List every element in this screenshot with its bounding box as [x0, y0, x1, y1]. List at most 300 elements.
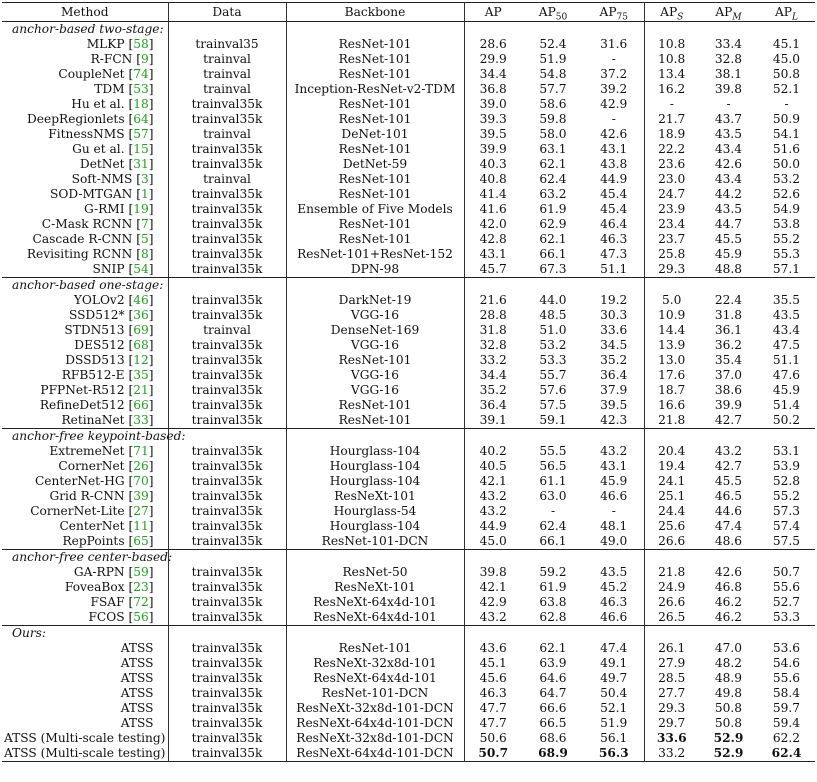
apm-cell: 38.6 — [714, 383, 743, 397]
table-row — [2, 701, 815, 716]
ap-cell: 41.4 — [464, 187, 522, 202]
data-cell: trainval — [168, 67, 286, 82]
citation-link[interactable]: 8 — [140, 247, 149, 261]
header-apl — [758, 3, 815, 22]
empty-cell — [168, 278, 286, 294]
apl-cell: 50.9 — [772, 112, 801, 126]
table-row — [2, 641, 815, 656]
empty-cell — [522, 278, 584, 294]
header-ap75-label: AP — [599, 4, 617, 19]
backbone-cell: ResNet-101 — [286, 37, 464, 52]
ap50-cell: 52.4 — [539, 37, 567, 51]
apm-cell: 44.2 — [714, 187, 743, 201]
ap75-cell: 36.4 — [600, 368, 628, 382]
ap75-cell: 49.0 — [600, 534, 628, 548]
citation-link[interactable]: 57 — [133, 127, 149, 141]
method-name: R-FCN — [90, 52, 133, 66]
aps-cell: 24.9 — [644, 580, 699, 595]
apl-cell: - — [784, 97, 789, 111]
table-row — [2, 489, 815, 504]
citation-link[interactable]: 68 — [133, 338, 149, 352]
ap50-cell: 63.0 — [539, 489, 567, 503]
apl-cell: 52.1 — [772, 82, 801, 96]
ap-cell: 42.9 — [464, 595, 522, 610]
data-cell: trainval35k — [168, 701, 286, 716]
backbone-cell: VGG-16 — [286, 308, 464, 323]
empty-cell — [584, 278, 644, 294]
method-name: GA-RPN — [73, 565, 125, 579]
method-cell: YOLOv2 [46] — [73, 293, 154, 307]
citation-link[interactable]: 65 — [133, 534, 149, 548]
apl-cell: 55.6 — [772, 580, 801, 594]
citation-link[interactable]: 58 — [133, 37, 149, 51]
ap50-cell: 53.3 — [539, 353, 567, 367]
ap-cell: 45.0 — [464, 534, 522, 550]
method-cell: DES512 [68] — [74, 338, 154, 352]
apm-cell: 43.5 — [714, 127, 743, 141]
empty-cell — [286, 429, 464, 445]
method-cell: SNIP [54] — [92, 262, 154, 276]
citation-link[interactable]: 33 — [133, 413, 149, 427]
backbone-cell: ResNet-101 — [286, 112, 464, 127]
apm-cell: 48.2 — [714, 656, 743, 670]
apl-cell: 50.2 — [772, 413, 801, 427]
header-aps-sub: S — [677, 11, 684, 22]
backbone-cell: ResNet-101 — [286, 142, 464, 157]
table-row — [2, 172, 815, 187]
citation-link[interactable]: 9 — [140, 52, 149, 66]
ap75-cell: 56.3 — [584, 746, 644, 762]
ap-cell: 42.1 — [464, 474, 522, 489]
method-cell: FSAF [72] — [90, 595, 154, 609]
method-cell: TDM [53] — [94, 82, 154, 96]
apl-cell: 54.9 — [772, 202, 801, 216]
citation-link[interactable]: 7 — [140, 217, 149, 231]
data-cell: trainval35k — [168, 413, 286, 429]
apm-cell: 46.2 — [714, 595, 743, 609]
ap50-cell: 68.9 — [522, 746, 584, 762]
apl-cell: 45.0 — [772, 52, 801, 66]
ap75-cell: 45.4 — [600, 187, 628, 201]
apl-cell: 53.1 — [772, 444, 801, 458]
backbone-cell: ResNet-101 — [286, 67, 464, 82]
apm-cell: 42.7 — [714, 459, 743, 473]
ap75-cell: 35.2 — [600, 353, 628, 367]
citation-link[interactable]: 12 — [133, 353, 149, 367]
ap75-cell: 51.9 — [600, 716, 628, 730]
method-name: CenterNet-HG — [34, 474, 125, 488]
ap75-cell: 37.2 — [600, 67, 628, 81]
ap75-cell: 42.3 — [600, 413, 628, 427]
citation-link[interactable]: 59 — [133, 565, 149, 579]
aps-cell: 22.2 — [644, 142, 699, 157]
apm-cell: 46.8 — [714, 580, 743, 594]
method-cell: RetinaNet [33] — [61, 413, 154, 427]
header-apm-sub: M — [732, 11, 742, 22]
ap50-cell: 66.6 — [539, 701, 567, 715]
empty-cell — [699, 22, 758, 38]
backbone-cell: DetNet-59 — [286, 157, 464, 172]
method-cell: GA-RPN [59] — [73, 565, 154, 579]
apl-cell: 53.9 — [772, 459, 801, 473]
backbone-cell: ResNet-101 — [286, 398, 464, 413]
table-row — [2, 686, 815, 701]
data-cell: trainval35k — [168, 474, 286, 489]
header-apm — [699, 3, 758, 22]
aps-cell: 23.4 — [644, 217, 699, 232]
citation-link[interactable]: 18 — [133, 97, 149, 111]
citation-link[interactable]: 31 — [133, 157, 149, 171]
data-cell: trainval35k — [168, 97, 286, 112]
table-row — [2, 731, 815, 746]
ap50-cell: 66.1 — [539, 247, 567, 261]
citation-link[interactable]: 66 — [133, 398, 149, 412]
backbone-cell: ResNet-101 — [286, 353, 464, 368]
ap50-cell: 63.2 — [539, 187, 567, 201]
backbone-cell: ResNet-101+ResNet-152 — [286, 247, 464, 262]
ap75-cell: 46.6 — [600, 489, 628, 503]
empty-cell — [758, 550, 815, 566]
citation-link[interactable]: 53 — [133, 82, 149, 96]
data-cell: trainval35k — [168, 459, 286, 474]
method-cell: MLKP [58] — [86, 37, 154, 51]
data-cell: trainval35k — [168, 217, 286, 232]
backbone-cell: Hourglass-104 — [286, 474, 464, 489]
citation-link[interactable]: 11 — [133, 519, 149, 533]
ap50-cell: 48.5 — [539, 308, 567, 322]
apm-cell: 43.4 — [714, 172, 743, 186]
backbone-cell: ResNet-101 — [286, 641, 464, 656]
citation-link[interactable]: 70 — [133, 474, 149, 488]
apl-cell: 51.6 — [772, 142, 801, 156]
ap75-cell: 50.4 — [600, 686, 628, 700]
method-cell: RefineDet512 [66] — [39, 398, 154, 412]
empty-cell — [168, 626, 286, 642]
apm-cell: 46.2 — [714, 610, 743, 624]
backbone-cell: ResNet-101 — [286, 97, 464, 112]
table-row — [2, 746, 815, 762]
ap-cell: 45.1 — [464, 656, 522, 671]
table-row — [2, 323, 815, 338]
citation-link[interactable]: 1 — [140, 187, 149, 201]
ap50-cell: 59.2 — [539, 565, 567, 579]
ap-cell: 28.8 — [464, 308, 522, 323]
method-name: DeepRegionlets — [27, 112, 125, 126]
apm-cell: 39.9 — [714, 398, 743, 412]
apl-cell: 53.6 — [772, 641, 801, 655]
citation-link[interactable]: 23 — [133, 580, 149, 594]
ap-cell: 50.6 — [464, 731, 522, 746]
ap-cell: 28.6 — [464, 37, 522, 52]
backbone-cell: Hourglass-104 — [286, 459, 464, 474]
ap50-cell: 53.2 — [539, 338, 567, 352]
ap75-cell: 51.1 — [600, 262, 628, 276]
data-cell: trainval35k — [168, 142, 286, 157]
table-row — [2, 595, 815, 610]
data-cell: trainval35k — [168, 398, 286, 413]
apm-cell: 31.8 — [714, 308, 743, 322]
ap-cell: 42.1 — [464, 580, 522, 595]
method-name: SNIP — [92, 262, 125, 276]
apl-cell: 59.7 — [772, 701, 801, 715]
ap50-cell: 64.7 — [539, 686, 567, 700]
method-cell — [2, 641, 168, 656]
method-name: FitnessNMS — [48, 127, 125, 141]
table-row — [2, 368, 815, 383]
apl-cell: 45.9 — [772, 383, 801, 397]
ap50-cell: - — [550, 504, 556, 518]
method-name: ATSS — [120, 701, 154, 715]
table-row — [2, 262, 815, 278]
citation-link[interactable]: 26 — [133, 459, 149, 473]
aps-cell: 13.4 — [644, 67, 699, 82]
data-cell: trainval35k — [168, 534, 286, 550]
aps-cell: 26.1 — [644, 641, 699, 656]
empty-cell — [584, 429, 644, 445]
aps-cell: 18.7 — [644, 383, 699, 398]
backbone-cell: DeNet-101 — [286, 127, 464, 142]
citation-link[interactable]: 69 — [133, 323, 149, 337]
citation-link[interactable]: 35 — [133, 368, 149, 382]
ap50-cell: 63.8 — [539, 595, 567, 609]
apm-cell: 48.6 — [714, 534, 743, 548]
ap-cell: 39.9 — [464, 142, 522, 157]
backbone-cell: ResNeXt-64x4d-101-DCN — [286, 746, 464, 762]
method-cell: C-Mask RCNN [7] — [41, 217, 154, 231]
method-name: RFB512-E — [61, 368, 125, 382]
ap75-cell: 19.2 — [600, 293, 628, 307]
empty-cell — [644, 429, 699, 445]
method-cell: DSSD513 [12] — [65, 353, 154, 367]
method-cell — [2, 746, 168, 762]
apm-cell: 36.2 — [714, 338, 743, 352]
method-name: STDN513 — [64, 323, 125, 337]
apm-cell: 32.8 — [714, 52, 743, 66]
table-row — [2, 519, 815, 534]
apl-cell: 57.3 — [772, 504, 801, 518]
backbone-cell: ResNet-101 — [286, 413, 464, 429]
aps-cell: 14.4 — [644, 323, 699, 338]
apm-cell: 33.4 — [714, 37, 743, 51]
citation-link[interactable]: 72 — [133, 595, 149, 609]
header-row — [2, 3, 815, 22]
table-row — [2, 383, 815, 398]
citation-link[interactable]: 15 — [133, 142, 149, 156]
ap-cell: 41.6 — [464, 202, 522, 217]
ap50-cell: 59.8 — [539, 112, 567, 126]
data-cell: trainval35k — [168, 157, 286, 172]
apm-cell: 45.5 — [714, 232, 743, 246]
method-name: C-Mask RCNN — [41, 217, 133, 231]
ap-cell: 43.1 — [464, 247, 522, 262]
ap75-cell: 46.3 — [600, 595, 628, 609]
citation-link[interactable]: 74 — [133, 67, 149, 81]
method-cell: CornerNet-Lite [27] — [30, 504, 154, 518]
aps-cell: - — [644, 97, 699, 112]
apl-cell: 51.4 — [772, 398, 801, 412]
citation-link[interactable]: 36 — [133, 308, 149, 322]
ap75-cell: 46.3 — [600, 232, 628, 246]
ap-cell: 39.3 — [464, 112, 522, 127]
ap50-cell: 54.8 — [539, 67, 567, 81]
table-row — [2, 459, 815, 474]
aps-cell: 25.6 — [644, 519, 699, 534]
ap-cell: 39.1 — [464, 413, 522, 429]
data-cell: trainval35k — [168, 731, 286, 746]
section-header-row — [2, 22, 815, 38]
table-row — [2, 413, 815, 429]
data-cell: trainval35k — [168, 746, 286, 762]
aps-cell: 29.3 — [644, 262, 699, 278]
empty-cell — [464, 429, 522, 445]
citation-link[interactable]: 19 — [133, 202, 149, 216]
ap50-cell: 61.9 — [539, 202, 567, 216]
ap-cell: 40.5 — [464, 459, 522, 474]
aps-cell: 29.7 — [644, 716, 699, 731]
backbone-cell: Ensemble of Five Models — [286, 202, 464, 217]
citation-link[interactable]: 3 — [140, 172, 149, 186]
ap-cell: 34.4 — [464, 368, 522, 383]
apl-cell: 55.6 — [772, 671, 801, 685]
method-name: G-RMI — [84, 202, 125, 216]
apm-cell: 47.4 — [714, 519, 743, 533]
apl-cell: 50.7 — [772, 565, 801, 579]
ap75-cell: 43.1 — [600, 459, 628, 473]
table-row — [2, 656, 815, 671]
method-cell: RFB512-E [35] — [61, 368, 154, 382]
apl-cell: 47.6 — [772, 368, 801, 382]
method-cell — [2, 701, 168, 716]
apl-cell: 53.3 — [772, 610, 801, 624]
empty-cell — [464, 626, 522, 642]
method-name: DES512 — [74, 338, 125, 352]
aps-cell: 20.4 — [644, 444, 699, 459]
backbone-cell: Hourglass-104 — [286, 519, 464, 534]
empty-cell — [464, 278, 522, 294]
citation-link[interactable]: 71 — [133, 444, 149, 458]
apl-cell: 55.3 — [772, 247, 801, 261]
data-cell: trainval35k — [168, 716, 286, 731]
apl-cell: 62.2 — [772, 731, 801, 745]
method-name: RefineDet512 — [39, 398, 125, 412]
apl-cell: 55.2 — [772, 232, 801, 246]
ap-cell: 39.0 — [464, 97, 522, 112]
data-cell: trainval35k — [168, 112, 286, 127]
citation-link[interactable]: 64 — [133, 112, 149, 126]
method-name: ATSS — [120, 656, 154, 670]
aps-cell: 16.2 — [644, 82, 699, 97]
ap-cell: 33.2 — [464, 353, 522, 368]
empty-cell — [522, 550, 584, 566]
empty-cell — [522, 429, 584, 445]
ap50-cell: 61.1 — [539, 474, 567, 488]
apm-cell: 42.6 — [714, 157, 743, 171]
apl-cell: 54.6 — [772, 656, 801, 670]
table-row — [2, 308, 815, 323]
empty-cell — [464, 22, 522, 38]
table-row — [2, 353, 815, 368]
apm-cell: 38.1 — [714, 67, 743, 81]
header-aps-label: AP — [660, 4, 678, 19]
backbone-cell: DarkNet-19 — [286, 293, 464, 308]
apm-cell: 50.8 — [714, 716, 743, 730]
apm-cell: 44.7 — [714, 217, 743, 231]
aps-cell: 24.7 — [644, 187, 699, 202]
ap75-cell: 31.6 — [600, 37, 628, 51]
ap75-cell: - — [611, 52, 616, 66]
method-name: FSAF — [90, 595, 125, 609]
method-cell: Cascade R-CNN [5] — [32, 232, 154, 246]
empty-cell — [699, 550, 758, 566]
ap75-cell: - — [611, 504, 616, 518]
section-title: anchor-free center-based: — [2, 550, 168, 566]
citation-link[interactable]: 39 — [133, 489, 149, 503]
backbone-cell: ResNet-101-DCN — [286, 686, 464, 701]
data-cell: trainval — [168, 127, 286, 142]
aps-cell: 17.6 — [644, 368, 699, 383]
data-cell: trainval35k — [168, 504, 286, 519]
backbone-cell: DenseNet-169 — [286, 323, 464, 338]
ap-cell: 36.8 — [464, 82, 522, 97]
citation-link[interactable]: 5 — [140, 232, 149, 246]
backbone-cell: VGG-16 — [286, 383, 464, 398]
citation-link[interactable]: 21 — [133, 383, 149, 397]
ap-cell: 47.7 — [464, 701, 522, 716]
method-cell: STDN513 [69] — [64, 323, 154, 337]
table-row — [2, 97, 815, 112]
citation-link[interactable]: 46 — [133, 293, 149, 307]
data-cell: trainval35k — [168, 671, 286, 686]
ap-cell: 42.8 — [464, 232, 522, 247]
data-cell: trainval35k — [168, 686, 286, 701]
empty-cell — [584, 626, 644, 642]
ap-cell: 50.7 — [464, 746, 522, 762]
aps-cell: 25.1 — [644, 489, 699, 504]
aps-cell: 18.9 — [644, 127, 699, 142]
ap-cell: 40.3 — [464, 157, 522, 172]
empty-cell — [699, 626, 758, 642]
ap-cell: 21.6 — [464, 293, 522, 308]
results-body — [2, 22, 815, 762]
backbone-cell: ResNet-101 — [286, 217, 464, 232]
ap50-cell: 58.0 — [539, 127, 567, 141]
method-cell: CoupleNet [74] — [58, 67, 154, 81]
table-row — [2, 142, 815, 157]
table-row — [2, 112, 815, 127]
ap-cell: 43.6 — [464, 641, 522, 656]
apm-cell: 42.7 — [714, 413, 743, 427]
method-name: Grid R-CNN — [49, 489, 125, 503]
apm-cell: 52.9 — [699, 746, 758, 762]
apl-cell: 50.0 — [772, 157, 801, 171]
ap-cell: 43.2 — [464, 610, 522, 626]
header-data: Data — [168, 3, 286, 22]
method-cell: CenterNet [11] — [59, 519, 154, 533]
ap50-cell: 55.5 — [539, 444, 567, 458]
citation-link[interactable]: 27 — [133, 504, 149, 518]
method-name: TDM — [94, 82, 125, 96]
backbone-cell: ResNeXt-32x8d-101 — [286, 656, 464, 671]
citation-link[interactable]: 54 — [133, 262, 149, 276]
ap75-cell: 44.9 — [600, 172, 628, 186]
citation-link[interactable]: 56 — [133, 610, 149, 624]
ap50-cell: 62.1 — [539, 232, 567, 246]
table-row — [2, 127, 815, 142]
header-apl-sub: L — [792, 11, 798, 22]
ap-cell: 45.6 — [464, 671, 522, 686]
method-cell: SOD-MTGAN [1] — [50, 187, 154, 201]
method-name: YOLOv2 — [73, 293, 125, 307]
